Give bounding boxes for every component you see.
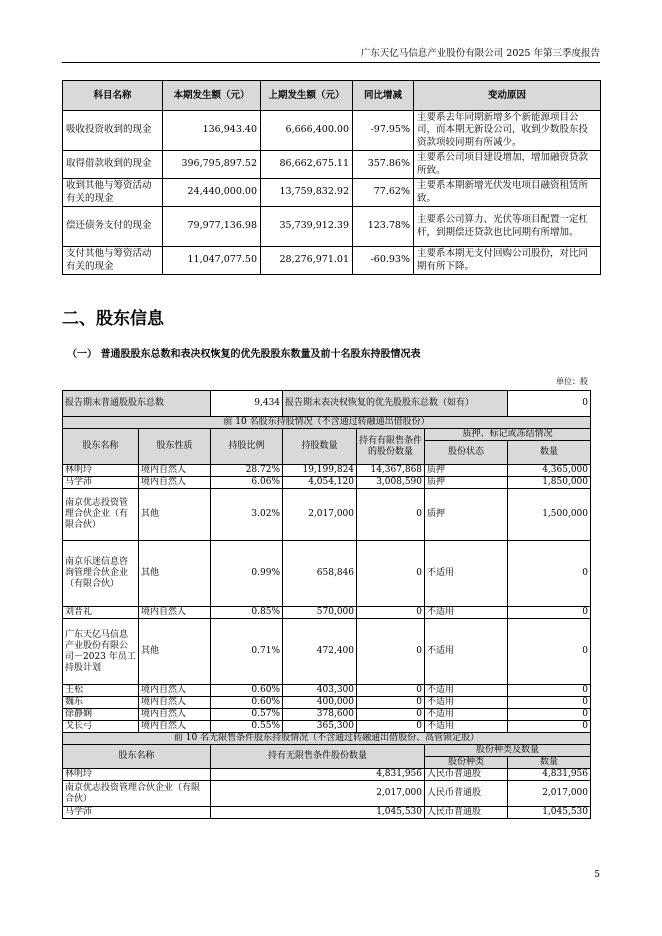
unlimited-title: 前 10 名无限售条件股东持股情况（不含通过转融通出借股份、高管锁定股） xyxy=(63,733,591,745)
change-reason: 主要系本期新增光伏发电项目融资租赁所致。 xyxy=(414,179,601,207)
holder-name: 南京乐迷信息咨询管理合伙企业（有限合伙） xyxy=(63,541,139,607)
holder-type: 境内自然人 xyxy=(139,465,211,477)
col-header: 持有无限售条件股份数量 xyxy=(211,745,425,769)
col-header: 本期发生额（元） xyxy=(163,81,261,111)
restricted-quantity: 0 xyxy=(357,541,425,607)
col-header: 持股比例 xyxy=(211,429,283,465)
holder-type: 其他 xyxy=(139,619,211,685)
holder-type: 境内自然人 xyxy=(139,709,211,721)
holding-ratio: 0.57% xyxy=(211,709,283,721)
current-amount: 136,943.40 xyxy=(163,111,261,151)
total-shareholders-value: 9,434 xyxy=(211,391,283,417)
prior-amount: 86,662,675.11 xyxy=(261,151,353,179)
pledge-status: 不适用 xyxy=(425,721,508,733)
table-row xyxy=(63,619,591,685)
col-header: 股东名称 xyxy=(63,745,211,769)
preferred-shareholders-value: 0 xyxy=(508,391,591,417)
preferred-shareholders-label: 报告期末表决权恢复的优先股股东总数（如有） xyxy=(283,391,508,417)
holding-ratio: 0.55% xyxy=(211,721,283,733)
unrestricted-quantity: 4,831,956 xyxy=(211,769,425,781)
page-number: 5 xyxy=(594,870,600,880)
restricted-quantity: 0 xyxy=(357,619,425,685)
col-header: 股东性质 xyxy=(139,429,211,465)
table-row xyxy=(63,685,591,697)
holder-type: 其他 xyxy=(139,541,211,607)
pledge-quantity: 4,365,000 xyxy=(508,465,591,477)
yoy-change: 123.78% xyxy=(353,207,414,247)
prior-amount: 28,276,971.01 xyxy=(261,247,353,275)
col-header: 同比增减 xyxy=(353,81,414,111)
table-row xyxy=(63,207,601,247)
current-amount: 79,977,136.98 xyxy=(163,207,261,247)
share-type: 人民币普通股 xyxy=(425,769,508,781)
holding-ratio: 6.06% xyxy=(211,477,283,489)
col-header: 上期发生额（元） xyxy=(261,81,353,111)
holding-quantity: 2,017,000 xyxy=(283,489,357,541)
change-reason: 主要系公司算力、光伏等项目配置一定杠杆，到期偿还贷款也比同期有所增加。 xyxy=(414,207,601,247)
prior-amount: 35,739,912.39 xyxy=(261,207,353,247)
restricted-quantity: 14,367,868 xyxy=(357,465,425,477)
col-header: 数量 xyxy=(508,757,591,769)
pledge-status: 不适用 xyxy=(425,709,508,721)
pledge-quantity: 0 xyxy=(508,541,591,607)
col-header: 持有有限售条件的股份数量 xyxy=(357,429,425,465)
holding-quantity: 378,600 xyxy=(283,709,357,721)
holding-quantity: 403,300 xyxy=(283,685,357,697)
table-row xyxy=(63,607,591,619)
yoy-change: 357.86% xyxy=(353,151,414,179)
change-reason: 主要系公司项目建设增加，增加融资贷款所致。 xyxy=(414,151,601,179)
share-type: 人民币普通股 xyxy=(425,807,508,819)
holding-quantity: 400,000 xyxy=(283,697,357,709)
pledge-status: 不适用 xyxy=(425,697,508,709)
col-header: 股份状态 xyxy=(425,441,508,465)
holder-type: 境内自然人 xyxy=(139,685,211,697)
holding-quantity: 19,199,824 xyxy=(283,465,357,477)
holding-quantity: 4,054,120 xyxy=(283,477,357,489)
holder-name: 南京优志投资管理合伙企业（有限合伙） xyxy=(63,489,139,541)
holding-ratio: 0.71% xyxy=(211,619,283,685)
holding-quantity: 365,300 xyxy=(283,721,357,733)
pledge-status: 不适用 xyxy=(425,685,508,697)
yoy-change: -60.93% xyxy=(353,247,414,275)
holder-name: 王松 xyxy=(63,685,139,697)
pledge-quantity: 1,500,000 xyxy=(508,489,591,541)
col-header: 质押、标记或冻结情况 xyxy=(425,429,591,441)
table-row xyxy=(63,541,591,607)
subsection-title: （一） 普通股股东总数和表决权恢复的优先股股东数量及前十名股东持股情况表 xyxy=(67,349,421,360)
pledge-status: 质押 xyxy=(425,477,508,489)
holder-name: 刘晋礼 xyxy=(63,607,139,619)
holding-ratio: 0.85% xyxy=(211,607,283,619)
pledge-status: 不适用 xyxy=(425,541,508,607)
holder-name: 徐静娴 xyxy=(63,709,139,721)
holder-type: 境内自然人 xyxy=(139,721,211,733)
table-row xyxy=(63,709,591,721)
table-row xyxy=(63,721,591,733)
share-quantity: 4,831,956 xyxy=(508,769,591,781)
yoy-change: 77.62% xyxy=(353,179,414,207)
restricted-quantity: 3,008,590 xyxy=(357,477,425,489)
unit-label: 单位：股 xyxy=(556,377,588,386)
holder-type: 境内自然人 xyxy=(139,477,211,489)
pledge-quantity: 0 xyxy=(508,721,591,733)
holding-quantity: 472,400 xyxy=(283,619,357,685)
current-amount: 396,795,897.52 xyxy=(163,151,261,179)
pledge-quantity: 0 xyxy=(508,607,591,619)
col-header: 股份种类 xyxy=(425,757,508,769)
pledge-status: 质押 xyxy=(425,489,508,541)
holding-quantity: 570,000 xyxy=(283,607,357,619)
share-type: 人民币普通股 xyxy=(425,781,508,807)
pledge-quantity: 0 xyxy=(508,709,591,721)
table-row xyxy=(63,111,601,151)
pledge-status: 质押 xyxy=(425,465,508,477)
current-amount: 24,440,000.00 xyxy=(163,179,261,207)
pledge-quantity: 0 xyxy=(508,685,591,697)
col-header: 变动原因 xyxy=(414,81,601,111)
holding-ratio: 0.60% xyxy=(211,685,283,697)
restricted-quantity: 0 xyxy=(357,607,425,619)
holder-type: 其他 xyxy=(139,489,211,541)
col-header: 数量 xyxy=(508,441,591,465)
table-row xyxy=(63,179,601,207)
holder-name: 林明玲 xyxy=(63,769,211,781)
share-quantity: 1,045,530 xyxy=(508,807,591,819)
item-name: 支付其他与筹资活动有关的现金 xyxy=(63,247,163,275)
pledge-status: 不适用 xyxy=(425,619,508,685)
cashflow-table xyxy=(62,80,601,275)
unrestricted-quantity: 2,017,000 xyxy=(211,781,425,807)
holding-ratio: 0.99% xyxy=(211,541,283,607)
holding-ratio: 28.72% xyxy=(211,465,283,477)
holder-name: 马学沛 xyxy=(63,807,211,819)
item-name: 取得借款收到的现金 xyxy=(63,151,163,179)
restricted-quantity: 0 xyxy=(357,697,425,709)
current-amount: 11,047,077.50 xyxy=(163,247,261,275)
restricted-quantity: 0 xyxy=(357,709,425,721)
table-row xyxy=(63,697,591,709)
pledge-quantity: 0 xyxy=(508,697,591,709)
holder-type: 境内自然人 xyxy=(139,607,211,619)
item-name: 吸收投资收到的现金 xyxy=(63,111,163,151)
item-name: 收到其他与筹资活动有关的现金 xyxy=(63,179,163,207)
pledge-quantity: 0 xyxy=(508,619,591,685)
total-shareholders-label: 报告期末普通股股东总数 xyxy=(63,391,211,417)
table-row xyxy=(63,477,591,489)
col-header: 科目名称 xyxy=(63,81,163,111)
holder-name: 戈长弓 xyxy=(63,721,139,733)
table-row xyxy=(63,807,591,819)
holder-name: 林明玲 xyxy=(63,465,139,477)
page-header: 广东天亿马信息产业股份有限公司 2025 年第三季度报告 xyxy=(360,48,600,59)
section-title: 二、股东信息 xyxy=(62,309,164,329)
restricted-quantity: 0 xyxy=(357,685,425,697)
share-quantity: 2,017,000 xyxy=(508,781,591,807)
restricted-quantity: 0 xyxy=(357,721,425,733)
holding-quantity: 658,846 xyxy=(283,541,357,607)
holding-ratio: 3.02% xyxy=(211,489,283,541)
pledge-status: 不适用 xyxy=(425,607,508,619)
holder-name: 魏东 xyxy=(63,697,139,709)
unrestricted-quantity: 1,045,530 xyxy=(211,807,425,819)
table-row xyxy=(63,489,591,541)
restricted-quantity: 0 xyxy=(357,489,425,541)
table-row xyxy=(63,781,591,807)
shareholders-table xyxy=(62,390,591,819)
holding-ratio: 0.60% xyxy=(211,697,283,709)
pledge-quantity: 1,850,000 xyxy=(508,477,591,489)
table-row xyxy=(63,151,601,179)
item-name: 偿还债务支付的现金 xyxy=(63,207,163,247)
holder-name: 广东天亿马信息产业股份有限公司－2023 年员工持股计划 xyxy=(63,619,139,685)
col-header: 股东名称 xyxy=(63,429,139,465)
table-row xyxy=(63,465,591,477)
table-row xyxy=(63,247,601,275)
yoy-change: -97.95% xyxy=(353,111,414,151)
col-header: 股份种类及数量 xyxy=(425,745,591,757)
col-header: 持股数量 xyxy=(283,429,357,465)
holder-type: 境内自然人 xyxy=(139,697,211,709)
change-reason: 主要系本期无支付回购公司股份，对比同期有所下降。 xyxy=(414,247,601,275)
table-row xyxy=(63,769,591,781)
prior-amount: 13,759,832.92 xyxy=(261,179,353,207)
top10-title: 前 10 名股东持股情况（不含通过转融通出借股份） xyxy=(63,417,591,429)
holder-name: 南京优志投资管理合伙企业（有限合伙） xyxy=(63,781,211,807)
prior-amount: 6,666,400.00 xyxy=(261,111,353,151)
holder-name: 马学沛 xyxy=(63,477,139,489)
header-divider xyxy=(62,62,600,63)
change-reason: 主要系去年同期新增多个新能源项目公司，而本期无新设公司，收到少数股东投资款项较同期有所减少。 xyxy=(414,111,601,151)
